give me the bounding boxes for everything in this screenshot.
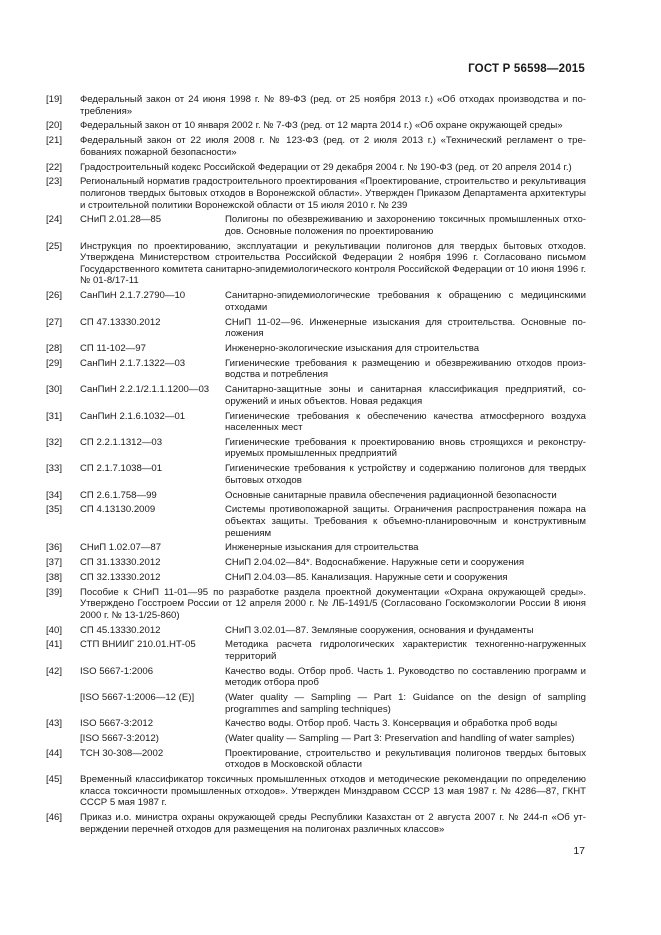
reference-entry [80, 214, 586, 237]
document-standard-number: ГОСТ Р 56598—2015 [468, 63, 585, 75]
reference-entry [80, 625, 586, 637]
reference-number: [31] [46, 410, 63, 422]
reference-entry [80, 666, 586, 715]
reference-code: СП 11-102—97 [80, 342, 146, 354]
reference-item [46, 411, 586, 434]
reference-code: ISO 5667-3:2012 [80, 718, 154, 730]
reference-text: Приказ и.о. министра охраны окружающей среды Республики Казахстан от 2 августа 2007 г. № 244-п «Об утверждении перечней отходов для размещения на полигонах различных классов» [80, 812, 586, 835]
reference-alt-title: (Water quality — Sampling — Part 3: Preservation and handling of water samples) [225, 733, 575, 744]
reference-number: [24] [46, 214, 63, 226]
reference-text: Градостроительный кодекс Российской Федерации от 29 декабря 2004 г. № 190-ФЗ (ред. от 20 апреля 2014 г.) [80, 161, 572, 173]
reference-item [46, 490, 586, 502]
reference-entry [80, 290, 586, 313]
reference-title: Проектирование, строительство и рекультивация полигонов твердых бытовых отходов в Московской области [225, 747, 586, 771]
reference-item [46, 317, 586, 340]
reference-number: [22] [46, 161, 63, 173]
reference-entry [80, 718, 586, 744]
reference-title: Санитарно-эпидемиологические требования к обращению с медицинскими отходами [225, 290, 586, 313]
reference-title: Гигиенические требования к проектированию вновь строящихся и реконструируемых промышленных предприятий [225, 436, 586, 460]
reference-number: [36] [46, 542, 63, 554]
reference-number: [25] [46, 240, 63, 252]
reference-title: Качество воды. Отбор проб. Часть 1. Руководство по составлению программ и методик отбора проб [225, 665, 586, 689]
reference-number: [34] [46, 489, 63, 501]
reference-item [46, 639, 586, 662]
reference-number: [21] [46, 135, 63, 147]
reference-code: СП 4.13130.2009 [80, 504, 156, 516]
reference-number: [20] [46, 120, 63, 132]
reference-number: [30] [46, 384, 63, 396]
reference-item [46, 343, 586, 355]
reference-entry [80, 358, 586, 381]
reference-number: [27] [46, 316, 63, 328]
reference-title: Качество воды. Отбор проб. Часть 3. Консервация и обработка проб воды [225, 718, 558, 730]
reference-text: Временный классификатор токсичных промышленных отходов и методические рекомендации по определению класса токсичности промышленных отходов». Утвержден Минздравом СССР 13 мая 1987 г. № 4286—87, ГКНТ СССР 5 мая 1987 г. [80, 774, 586, 809]
reference-entry [80, 384, 586, 407]
reference-number: [38] [46, 571, 63, 583]
reference-item [46, 135, 586, 158]
page-number: 17 [573, 845, 585, 857]
reference-entry [80, 748, 586, 771]
reference-title: Полигоны по обезвреживанию и захоронению токсичных промышленных отходов. Основные положения по проектированию [225, 214, 586, 237]
reference-title: Основные санитарные правила обеспечения радиационной безопасности [225, 489, 557, 501]
reference-item [46, 241, 586, 287]
reference-item [46, 587, 586, 622]
reference-title: Санитарно-защитные зоны и санитарная классификация предприятий, сооружений и иных объектов. Новая редакция [225, 384, 586, 407]
reference-item [46, 384, 586, 407]
reference-item [46, 437, 586, 460]
reference-text: Инструкция по проектированию, эксплуатации и рекультивации полигонов для твердых бытовых отходов. Утверждена Министерством строительства Российской Федерации 2 ноября 1996 г. Согласовано письмом Государственного комитета санитарно-эпидемиологического контроля Российской Федерации от 10 июня 1996 г. № 01-8/17-11 [80, 240, 586, 287]
reference-alt-code: [ISO 5667-1:2006—12 (E)] [80, 692, 195, 704]
reference-entry [80, 504, 586, 539]
reference-item [46, 774, 586, 809]
reference-number: [45] [46, 774, 63, 786]
reference-entry [80, 572, 586, 584]
reference-item [46, 557, 586, 569]
reference-code: СП 31.13330.2012 [80, 557, 161, 569]
reference-number: [40] [46, 624, 63, 636]
reference-number: [44] [46, 747, 63, 759]
reference-number: [33] [46, 463, 63, 475]
reference-code: СП 32.13330.2012 [80, 571, 161, 583]
reference-number: [23] [46, 176, 63, 188]
reference-title: Гигиенические требования к обеспечению качества атмосферного воздуха населенных мест [225, 410, 586, 434]
reference-text: Федеральный закон от 24 июня 1998 г. № 89-ФЗ (ред. от 25 ноября 2013 г.) «Об отходах производства и потребления» [80, 94, 586, 117]
reference-title: Инженерно-экологические изыскания для строительства [225, 342, 480, 354]
reference-code: СНиП 1.02.07—87 [80, 542, 162, 554]
reference-code: СанПиН 2.2.1/2.1.1.1200—03 [80, 384, 210, 396]
reference-title: Гигиенические требования к размещению и обезвреживанию отходов производства и потребления [225, 357, 586, 381]
reference-list [46, 94, 586, 839]
reference-item [46, 463, 586, 486]
reference-entry [80, 317, 586, 340]
reference-item [46, 94, 586, 117]
reference-item [46, 718, 586, 744]
reference-item [46, 358, 586, 381]
reference-code: ISO 5667-1:2006 [80, 665, 154, 677]
reference-item [46, 214, 586, 237]
reference-item [46, 748, 586, 771]
reference-entry [80, 490, 586, 502]
reference-code: СанПиН 2.1.7.2790—10 [80, 290, 186, 302]
reference-entry [80, 557, 586, 569]
reference-item [46, 542, 586, 554]
reference-title: Методика расчета гидрологических характеристик техногенно-нагруженных территорий [225, 639, 586, 663]
reference-number: [28] [46, 342, 63, 354]
reference-entry [80, 411, 586, 434]
reference-number: [43] [46, 718, 63, 730]
reference-code: СанПиН 2.1.7.1322—03 [80, 357, 186, 369]
reference-title: СНиП 2.04.02—84*. Водоснабжение. Наружные сети и сооружения [225, 557, 525, 569]
reference-title: СНиП 3.02.01—87. Земляные сооружения, основания и фундаменты [225, 624, 534, 636]
reference-text: Региональный норматив градостроительного проектирования «Проектирование, строительство и рекультивация полигонов твердых бытовых отходов в Воронежской области». Утвержден Приказом Департамента архитектуры и строительной политики Воронежской области от 15 июля 2010 г. № 239 [80, 176, 586, 211]
reference-number: [32] [46, 436, 63, 448]
reference-number: [35] [46, 504, 63, 516]
reference-entry [80, 437, 586, 460]
reference-number: [46] [46, 812, 63, 824]
reference-item [46, 290, 586, 313]
reference-item [46, 812, 586, 835]
reference-text: Федеральный закон от 22 июля 2008 г. № 123-ФЗ (ред. от 2 июля 2013 г.) «Технический регламент о требованиях пожарной безопасности» [80, 135, 586, 158]
reference-code: СП 2.1.7.1038—01 [80, 463, 163, 475]
reference-item [46, 176, 586, 211]
reference-text: Пособие к СНиП 11-01—95 по разработке раздела проектной документации «Охрана окружающей среды». Утверждено Госстроем России от 12 апреля 2000 г. № ЛБ-1491/5 (Согласовано Госкомэкологии России 8 июня 2000 г. № 13-1/25-860) [80, 586, 586, 621]
reference-number: [37] [46, 557, 63, 569]
reference-number: [42] [46, 665, 63, 677]
reference-entry [80, 343, 586, 355]
reference-number: [41] [46, 639, 63, 651]
reference-item [46, 504, 586, 539]
reference-number: [39] [46, 586, 63, 598]
reference-code: СП 2.2.1.1312—03 [80, 436, 163, 448]
reference-item [46, 572, 586, 584]
reference-code: СП 2.6.1.758—99 [80, 489, 157, 501]
reference-alt-title: (Water quality — Sampling — Part 1: Guidance on the design of sampling programmes and sampling techniques) [225, 692, 586, 715]
reference-number: [29] [46, 357, 63, 369]
reference-title: Инженерные изыскания для строительства [225, 542, 419, 554]
reference-number: [19] [46, 94, 63, 105]
reference-code: СНиП 2.01.28—85 [80, 214, 162, 226]
reference-item [46, 162, 586, 174]
reference-code: СП 47.13330.2012 [80, 316, 161, 328]
reference-item [46, 666, 586, 715]
reference-code: СТП ВНИИГ 210.01.НТ-05 [80, 639, 196, 651]
reference-item [46, 120, 586, 132]
reference-alt-code: [ISO 5667-3:2012) [80, 733, 159, 744]
reference-number: [26] [46, 290, 63, 302]
reference-entry [80, 639, 586, 662]
reference-title: Гигиенические требования к устройству и содержанию полигонов для твердых бытовых отходов [225, 463, 586, 486]
reference-code: ТСН 30-308—2002 [80, 747, 164, 759]
reference-title: Системы противопожарной защиты. Ограничения распространения пожара на объектах защиты. Требования к объемно-планировочным и конструктивным решениям [225, 504, 586, 539]
reference-code: СанПиН 2.1.6.1032—01 [80, 410, 186, 422]
reference-entry [80, 542, 586, 554]
reference-text: Федеральный закон от 10 января 2002 г. № 7-ФЗ (ред. от 12 марта 2014 г.) «Об охране окружающей среды» [80, 120, 563, 132]
reference-title: СНиП 11-02—96. Инженерные изыскания для строительства. Основные положения [225, 316, 586, 340]
reference-item [46, 625, 586, 637]
reference-entry [80, 463, 586, 486]
reference-title: СНиП 2.04.03—85. Канализация. Наружные сети и сооружения [225, 571, 508, 583]
reference-code: СП 45.13330.2012 [80, 624, 161, 636]
